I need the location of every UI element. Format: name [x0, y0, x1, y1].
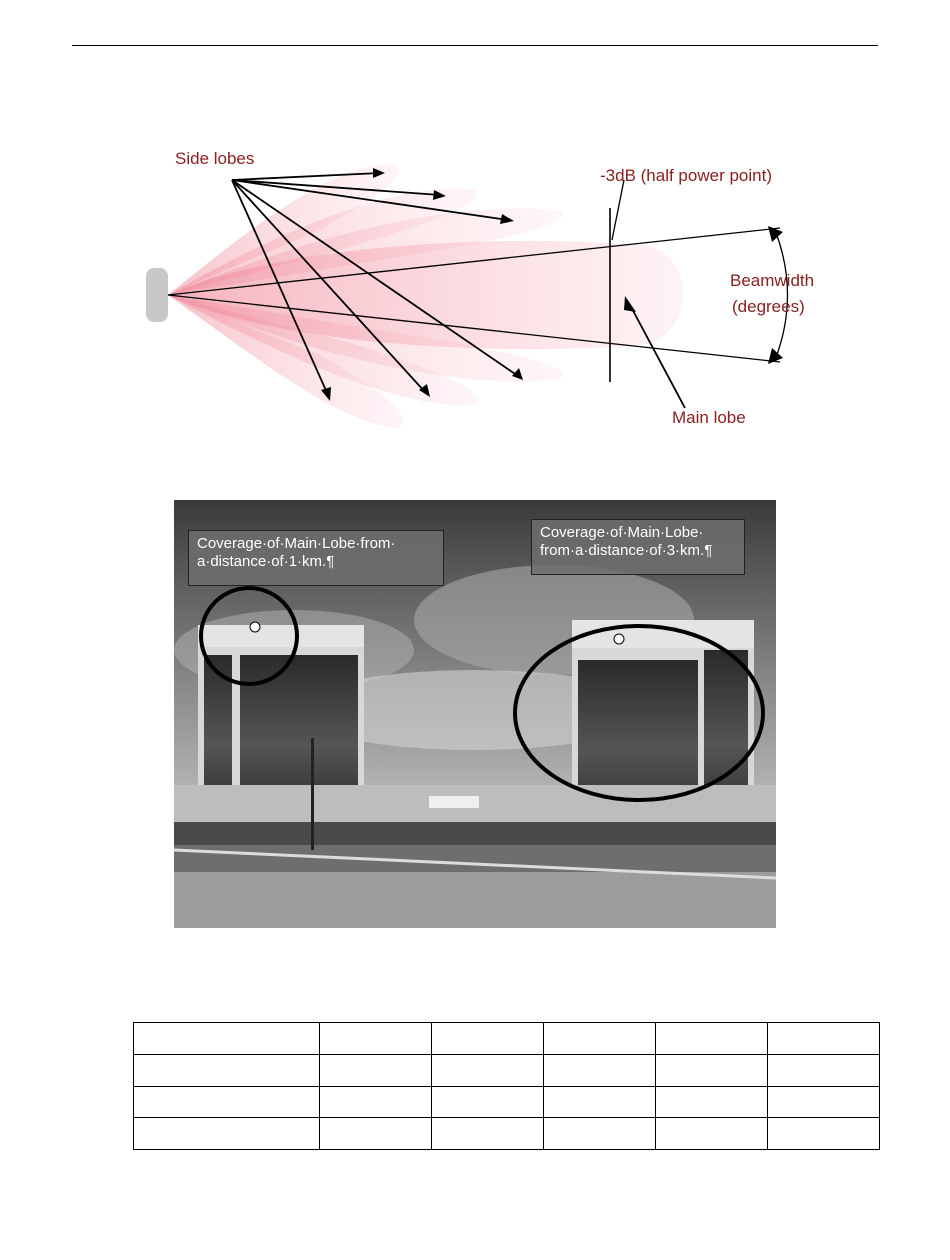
table-cell	[134, 1086, 320, 1118]
table-cell	[432, 1086, 544, 1118]
beamwidth-label-line1: Beamwidth	[730, 271, 815, 290]
table-cell	[320, 1086, 432, 1118]
table-cell	[320, 1054, 432, 1086]
table-cell	[544, 1054, 656, 1086]
table-row	[134, 1086, 880, 1118]
main-lobe-label: Main lobe	[672, 408, 746, 427]
antenna-point-3km	[614, 634, 624, 644]
table-cell	[432, 1118, 544, 1150]
half-power-label: -3dB (half power point)	[600, 166, 772, 185]
table-row	[134, 1118, 880, 1150]
table-cell	[544, 1118, 656, 1150]
table-cell	[134, 1023, 320, 1055]
table-cell	[432, 1023, 544, 1055]
table-row	[134, 1054, 880, 1086]
antenna-icon	[146, 268, 168, 322]
table-cell	[544, 1086, 656, 1118]
table-cell	[432, 1054, 544, 1086]
antenna-point-1km	[250, 622, 260, 632]
table-cell	[656, 1118, 768, 1150]
table-cell	[656, 1023, 768, 1055]
caption-coverage-3km: Coverage·of·Main·Lobe· from·a·distance·of·3·km.¶	[531, 519, 745, 575]
table-cell	[768, 1054, 880, 1086]
table-cell	[768, 1118, 880, 1150]
table-cell	[768, 1023, 880, 1055]
empty-table	[133, 1022, 880, 1150]
header-rule	[72, 45, 878, 46]
side-lobes-label: Side lobes	[175, 149, 255, 168]
table-cell	[134, 1118, 320, 1150]
table-cell	[656, 1086, 768, 1118]
beamwidth-label-line2: (degrees)	[732, 297, 805, 316]
table-row	[134, 1023, 880, 1055]
table-cell	[134, 1054, 320, 1086]
caption-coverage-1km: Coverage·of·Main·Lobe·from· a·distance·of·1·km.¶	[188, 530, 444, 586]
radiation-pattern-diagram	[140, 140, 840, 440]
table-cell	[544, 1023, 656, 1055]
beamwidth-arc	[775, 230, 788, 360]
table-cell	[656, 1054, 768, 1086]
table-cell	[320, 1118, 432, 1150]
table-cell	[768, 1086, 880, 1118]
table-cell	[320, 1023, 432, 1055]
